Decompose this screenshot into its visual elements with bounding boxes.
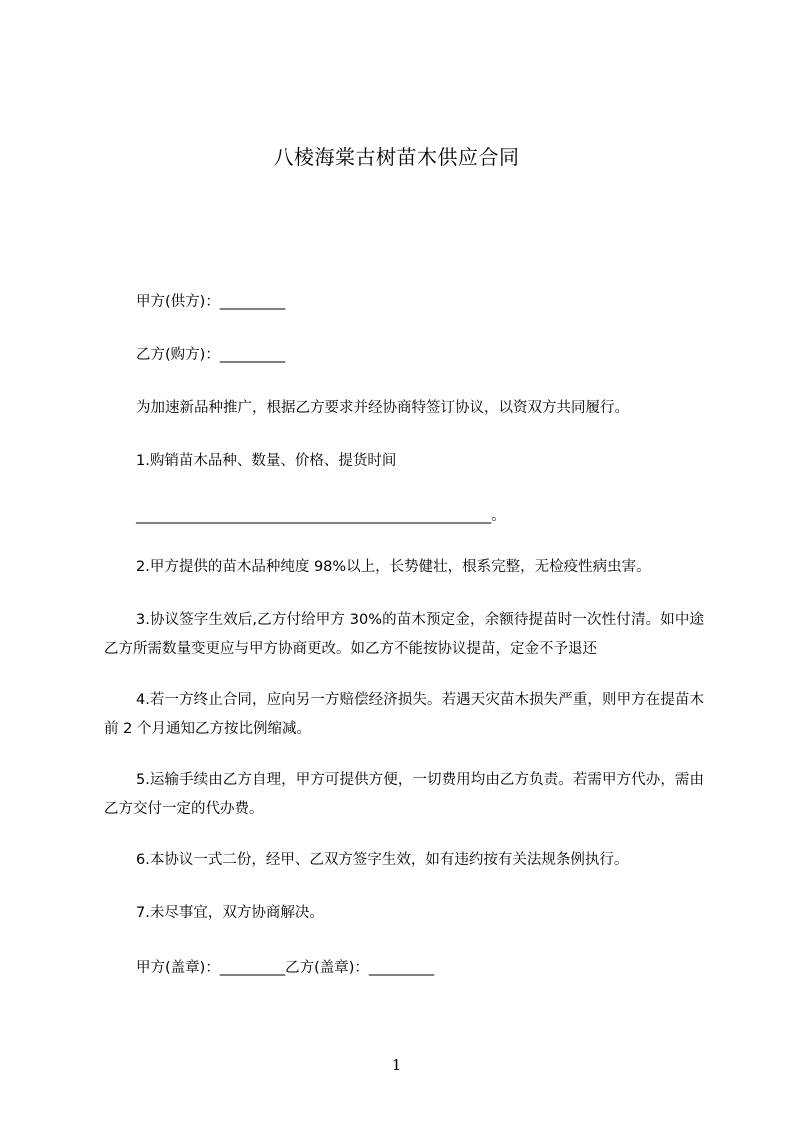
clause-7-paragraph: 7.未尽事宜，双方协商解决。 [136,905,324,921]
clause-3-paragraph: 3.协议签字生效后,乙方付给甲方 30%的苗木预定金，余额待提苗时一次性付清。如中途乙方所需数量变更应与甲方协商更改。如乙方不能按协议提苗，定金不予退还 [104,612,704,657]
signature-line: 甲方(盖章)：_________乙方(盖章)：_________ [136,960,435,976]
clause-6-paragraph: 6.本协议一式二份，经甲、乙双方签字生效，如有违约按有关法规条例执行。 [136,852,629,868]
party-b-line: 乙方(购方)：_________ [136,347,286,363]
document-title: 八棱海棠古树苗木供应合同 [273,145,520,169]
clause-1-blank-line: _________________________________________________。 [136,508,506,524]
page-number: 1 [391,1056,402,1074]
clause-2-paragraph: 2.甲方提供的苗木品种纯度 98%以上，长势健壮，根系完整，无检疫性病虫害。 [136,559,651,575]
clause-1-heading: 1.购销苗木品种、数量、价格、提货时间 [136,453,397,469]
preamble-paragraph: 为加速新品种推广，根据乙方要求并经协商特签订协议，以资双方共同履行。 [136,400,629,416]
clause-4-paragraph: 4.若一方终止合同，应向另一方赔偿经济损失。若遇天灾苗木损失严重，则甲方在提苗木前 2 个月通知乙方按比例缩减。 [104,692,704,737]
clause-5-paragraph: 5.运输手续由乙方自理，甲方可提供方便，一切费用均由乙方负责。若需甲方代办，需由乙方交付一定的代办费。 [104,772,704,817]
party-a-line: 甲方(供方)：_________ [136,294,286,310]
